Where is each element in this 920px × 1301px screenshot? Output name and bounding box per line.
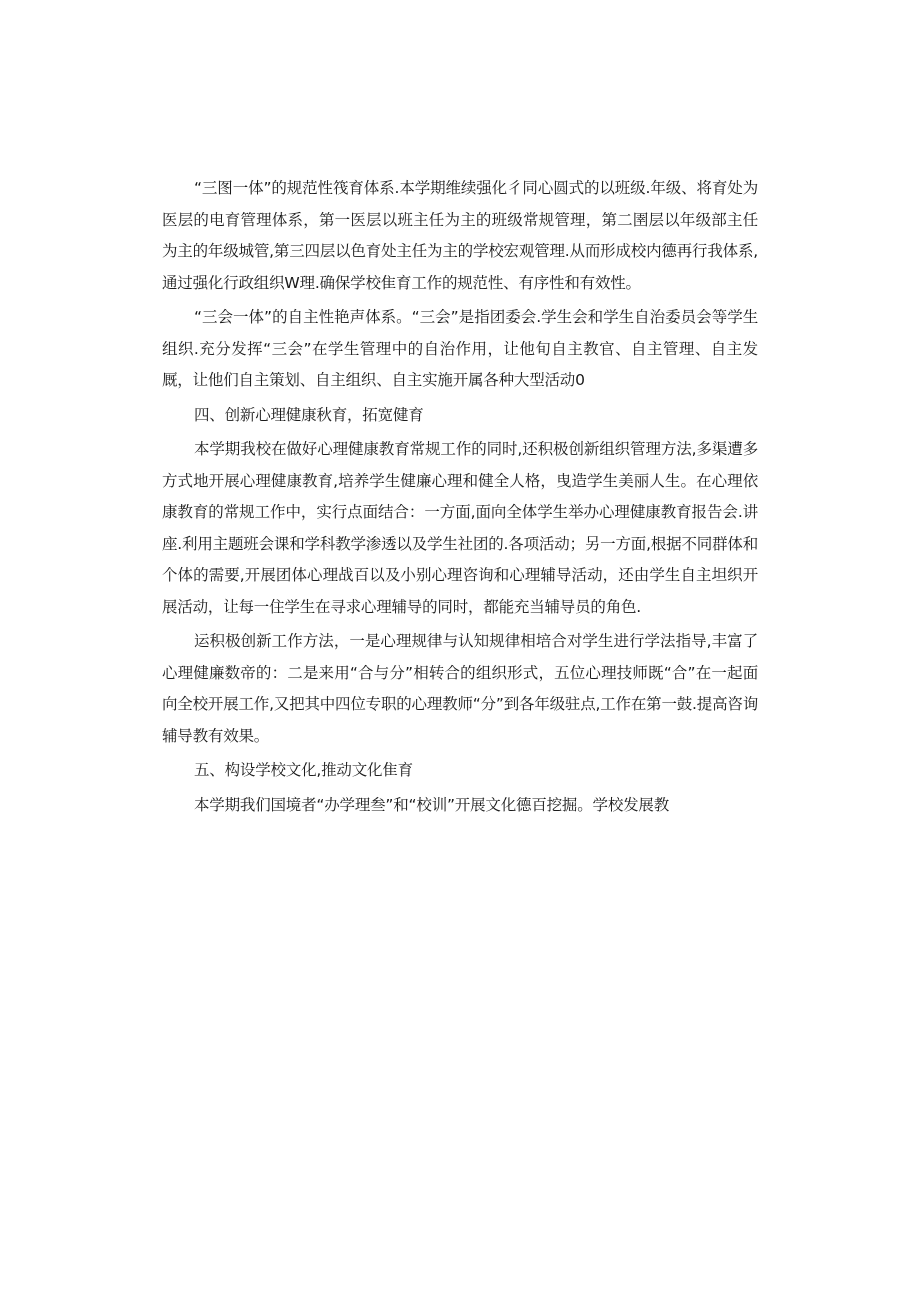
paragraph-moral-system: “三图一体”的规范性筏育体系.本学期维续强化彳同心圆式的以班级.年级、将育处为医层的电育管理体系，第一医层以班主任为主的班级常规管理，第二圉层以年级部主任为主的年级城管,第三四层以色育处主任为主的学校宏观管理.从而形成校内德再行我体系,通过强化行政组织W理.确保学校隹育工作的规范性、有序性和有效性。 xyxy=(162,179,758,292)
document-body xyxy=(162,173,758,821)
paragraph-work-methods: 运积极创新工作方法，一是心理规律与认知规律相培合对学生进行学法指导,丰富了心理健廉数帝的：二是来用“合与分”相转合的组织形式，五位心理技师既“合”在一起面向全校开展工作,又把其中四位专职的心理教师“分”到各年级驻点,工作在第一鼓.提高咨询辅导教有效果。 xyxy=(162,632,758,745)
paragraph-three-councils: “三会一体”的自主性艳声体系。“三会”是指团委会.学生会和学生自治委员会等学生组织.充分发挥“三会”在学生管理中的自治作用，让他旬自主教官、自主管理、自主发厩，让他们自主策划、自主组织、自主实施开属各种大型活动0 xyxy=(162,308,758,389)
paragraph-mental-health: 本学期我校在做好心理健康教育常规工作的同时,还积极创新组织管理方法,多渠遭多方式地开展心理健康教育,培养学生健廉心理和健全人格，曳造学生美丽人生。在心理依康教育的常规工作中，实行点面结合：一方面,面向全体学生举办心理健康教育报告会.讲座.利用主题班会课和学科教学渗透以及学生社团的.各项活动；另一方面,根据不同群体和个体的需要,开展团体心理战百以及小别心理咨询和心理辅导活动，还由学生自主坦织开展活动，让每一住学生在寻求心理辅导的同时，都能充当辅导员的角色. xyxy=(162,440,758,616)
section-heading-four: 四、创新心理健康秋育，拓宽健育 xyxy=(194,405,424,424)
section-heading-five: 五、构设学校文化,推动文化隹育 xyxy=(194,761,413,779)
paragraph-school-culture: 本学期我们国境者“办学理叁”和“校训”开展文化德百挖掘。学校发展教 xyxy=(194,795,670,814)
